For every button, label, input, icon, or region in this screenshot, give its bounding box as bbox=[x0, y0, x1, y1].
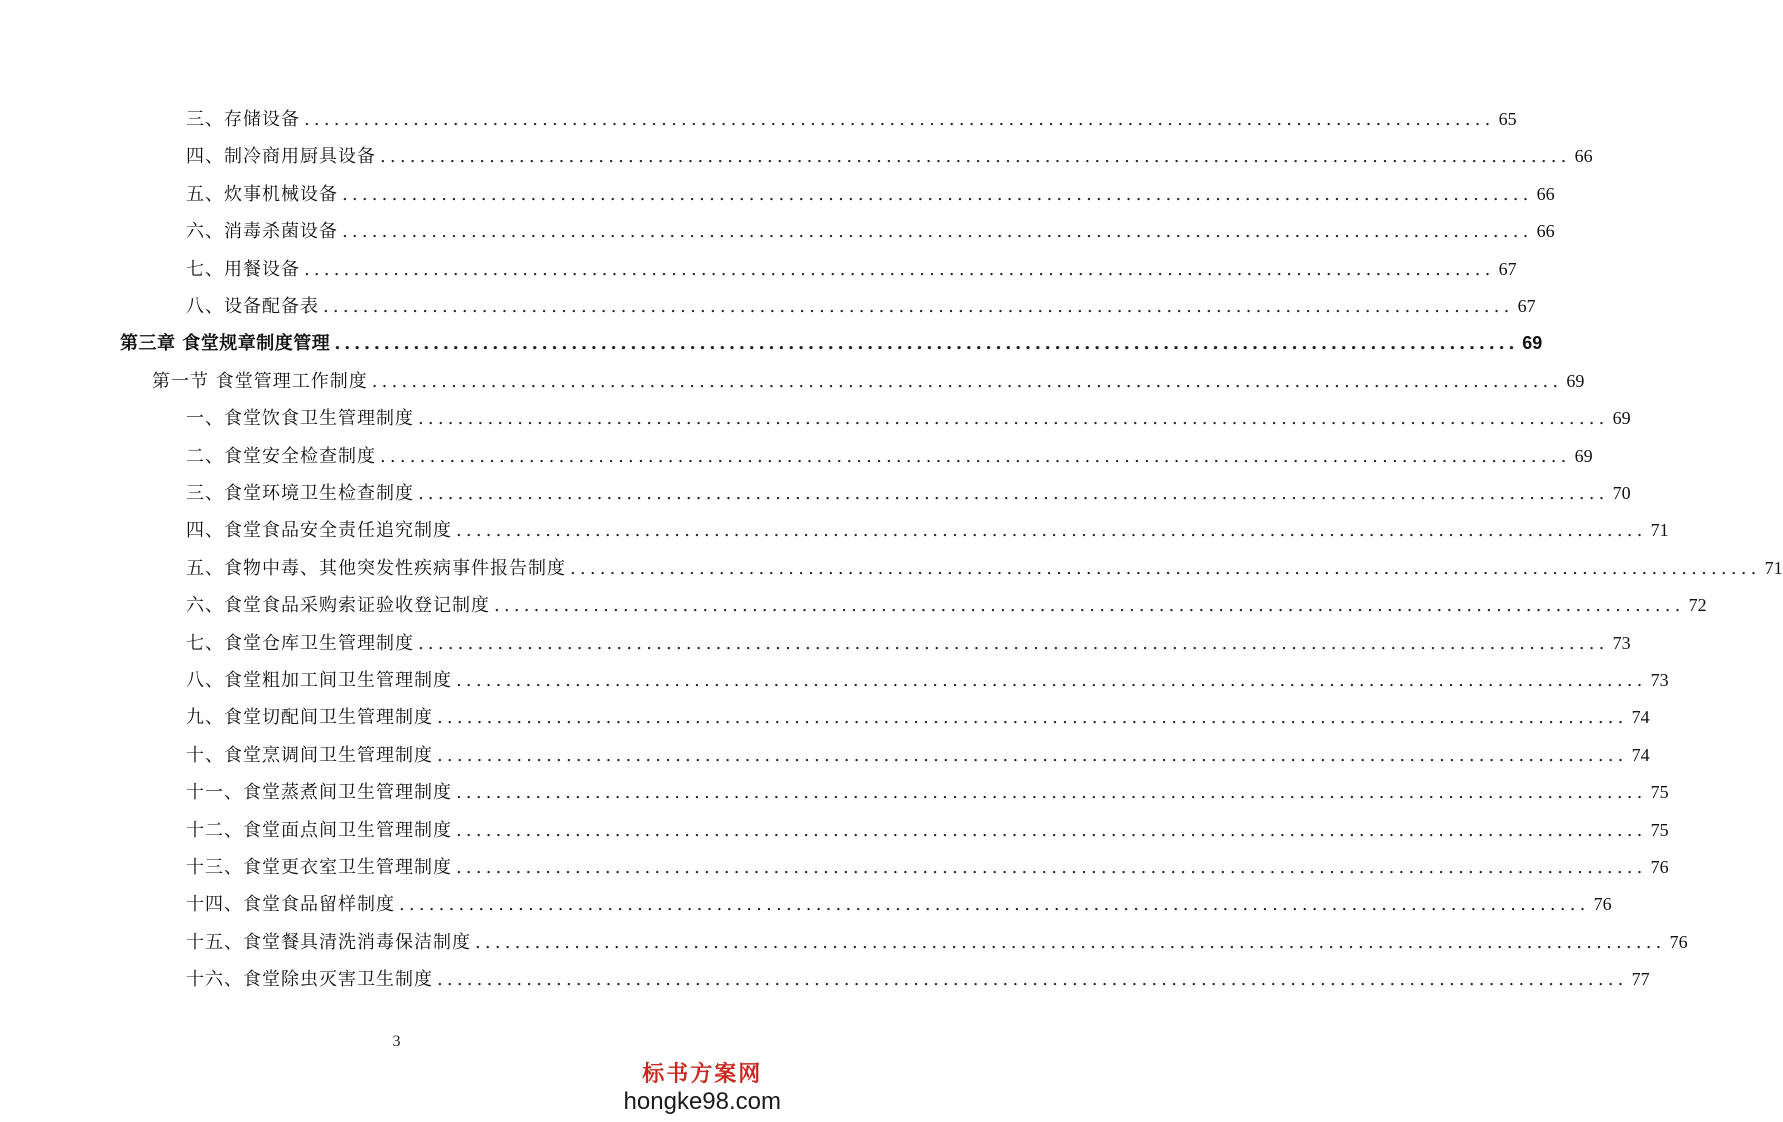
toc-leader-dots: ........................................................................................................................ bbox=[399, 894, 1590, 915]
toc-entry[interactable] bbox=[186, 929, 1688, 955]
toc-leader-dots: ........................................................................................................................ bbox=[334, 333, 1519, 354]
toc-entry-label: 五、炊事机械设备 bbox=[186, 184, 338, 205]
toc-leader-dots: ........................................................................................................................ bbox=[456, 857, 1647, 878]
toc-entry-page: 66 bbox=[1536, 184, 1555, 204]
toc-entry-label: 一、食堂饮食卫生管理制度 bbox=[186, 408, 414, 429]
toc-entry-label: 七、食堂仓库卫生管理制度 bbox=[186, 633, 414, 654]
toc-entry-page: 75 bbox=[1650, 782, 1669, 802]
toc-entry[interactable] bbox=[186, 218, 1555, 244]
toc-leader-dots: ........................................................................................................................ bbox=[380, 446, 1571, 467]
toc-entry-label: 十四、食堂食品留样制度 bbox=[186, 894, 395, 915]
toc-entry-label: 十、食堂烹调间卫生管理制度 bbox=[186, 745, 433, 766]
toc-entry-label: 十二、食堂面点间卫生管理制度 bbox=[186, 820, 452, 841]
toc-entry-label: 六、食堂食品采购索证验收登记制度 bbox=[186, 595, 490, 616]
toc-section-entry[interactable] bbox=[152, 368, 1585, 394]
toc-entry[interactable] bbox=[186, 704, 1650, 730]
toc-leader-dots: ........................................................................................................................ bbox=[342, 221, 1533, 242]
toc-entry-page: 67 bbox=[1498, 259, 1517, 279]
toc-entry[interactable] bbox=[186, 555, 1783, 581]
toc-entry-label: 九、食堂切配间卫生管理制度 bbox=[186, 707, 433, 728]
toc-entry[interactable] bbox=[186, 181, 1555, 207]
toc-leader-dots: ........................................................................................................................ bbox=[323, 296, 1514, 317]
toc-entry-label: 十一、食堂蒸煮间卫生管理制度 bbox=[186, 782, 452, 803]
toc-entry[interactable] bbox=[186, 443, 1593, 469]
toc-entry[interactable] bbox=[186, 966, 1650, 992]
toc-entry-label: 三、食堂环境卫生检查制度 bbox=[186, 483, 414, 504]
site-watermark bbox=[624, 1057, 781, 1116]
toc-entry-page: 69 bbox=[1566, 371, 1585, 391]
toc-entry-label: 六、消毒杀菌设备 bbox=[186, 221, 338, 242]
toc-leader-dots: ........................................................................................................................ bbox=[304, 259, 1495, 280]
toc-leader-dots: ........................................................................................................................ bbox=[418, 633, 1609, 654]
toc-entry-page: 67 bbox=[1517, 296, 1536, 316]
toc-leader-dots: ........................................................................................................................ bbox=[380, 146, 1571, 167]
toc-leader-dots: ........................................................................................................................ bbox=[494, 595, 1685, 616]
toc-leader-dots: ........................................................................................................................ bbox=[456, 520, 1647, 541]
toc-entry-label: 四、食堂食品安全责任追究制度 bbox=[186, 520, 452, 541]
toc-leader-dots: ........................................................................................................................ bbox=[475, 932, 1666, 953]
toc-entry[interactable] bbox=[186, 592, 1707, 618]
toc-entry-page: 74 bbox=[1631, 707, 1650, 727]
toc-leader-dots: ........................................................................................................................ bbox=[437, 707, 1628, 728]
toc-entry[interactable] bbox=[186, 630, 1631, 656]
toc-entry-page: 71 bbox=[1764, 558, 1783, 578]
toc-leader-dots: ........................................................................................................................ bbox=[304, 109, 1495, 130]
toc-entry-page: 65 bbox=[1498, 109, 1517, 129]
toc-entry-page: 69 bbox=[1574, 446, 1593, 466]
toc-entry-page: 73 bbox=[1650, 670, 1669, 690]
toc-leader-dots: ........................................................................................................................ bbox=[570, 558, 1761, 579]
toc-entry-label: 十五、食堂餐具清洗消毒保洁制度 bbox=[186, 932, 471, 953]
watermark-title: 标书方案网 bbox=[642, 1062, 763, 1087]
toc-entry[interactable] bbox=[186, 293, 1536, 319]
toc-entry-label: 五、食物中毒、其他突发性疾病事件报告制度 bbox=[186, 558, 566, 579]
toc-entry-label: 第一节 食堂管理工作制度 bbox=[152, 371, 368, 392]
toc-entry-page: 74 bbox=[1631, 745, 1650, 765]
toc-leader-dots: ........................................................................................................................ bbox=[456, 782, 1647, 803]
toc-entry[interactable] bbox=[186, 667, 1669, 693]
toc-entry-page: 69 bbox=[1522, 333, 1543, 353]
toc-entry[interactable] bbox=[186, 742, 1650, 768]
toc-entry-page: 76 bbox=[1593, 894, 1612, 914]
toc-entry-page: 71 bbox=[1650, 520, 1669, 540]
toc-leader-dots: ........................................................................................................................ bbox=[456, 670, 1647, 691]
toc-entry[interactable] bbox=[186, 256, 1517, 282]
toc-leader-dots: ........................................................................................................................ bbox=[371, 371, 1563, 392]
toc-entry[interactable] bbox=[186, 480, 1631, 506]
toc-entry-label: 十六、食堂除虫灭害卫生制度 bbox=[186, 969, 433, 990]
watermark-url: hongke98.com bbox=[623, 1088, 781, 1115]
toc-entry[interactable] bbox=[186, 817, 1669, 843]
toc-entry-page: 66 bbox=[1536, 221, 1555, 241]
page-number: 3 bbox=[392, 1033, 401, 1050]
toc-entry[interactable] bbox=[186, 405, 1631, 431]
toc-entry-page: 70 bbox=[1612, 483, 1631, 503]
toc-entry-label: 十三、食堂更衣室卫生管理制度 bbox=[186, 857, 452, 878]
toc-entry-label: 三、存储设备 bbox=[186, 109, 300, 130]
toc-leader-dots: ........................................................................................................................ bbox=[418, 483, 1609, 504]
toc-entry[interactable] bbox=[186, 106, 1517, 132]
toc-entry-label: 四、制冷商用厨具设备 bbox=[186, 146, 376, 167]
toc-entry-label: 第三章 食堂规章制度管理 bbox=[120, 333, 331, 354]
toc-leader-dots: ........................................................................................................................ bbox=[456, 820, 1647, 841]
toc-entry[interactable] bbox=[186, 143, 1593, 169]
toc-entry-page: 73 bbox=[1612, 633, 1631, 653]
toc-entry[interactable] bbox=[186, 517, 1669, 543]
toc-leader-dots: ........................................................................................................................ bbox=[342, 184, 1533, 205]
toc-leader-dots: ........................................................................................................................ bbox=[437, 969, 1628, 990]
toc-leader-dots: ........................................................................................................................ bbox=[437, 745, 1628, 766]
toc-entry[interactable] bbox=[186, 779, 1669, 805]
toc-leader-dots: ........................................................................................................................ bbox=[418, 408, 1609, 429]
toc-entry-page: 76 bbox=[1650, 857, 1669, 877]
toc-entry-page: 75 bbox=[1650, 820, 1669, 840]
toc-entry-label: 八、食堂粗加工间卫生管理制度 bbox=[186, 670, 452, 691]
toc-entry-page: 72 bbox=[1688, 595, 1707, 615]
toc-entry-page: 69 bbox=[1612, 408, 1631, 428]
toc-entry-page: 66 bbox=[1574, 146, 1593, 166]
toc-entry-label: 七、用餐设备 bbox=[186, 259, 300, 280]
toc-entry[interactable] bbox=[186, 891, 1612, 917]
toc-chapter-entry[interactable] bbox=[120, 330, 1543, 356]
toc-entry-label: 八、设备配备表 bbox=[186, 296, 319, 317]
toc-entry[interactable] bbox=[186, 854, 1669, 880]
toc-entry-page: 77 bbox=[1631, 969, 1650, 989]
toc-entry-label: 二、食堂安全检查制度 bbox=[186, 446, 376, 467]
toc-entry-page: 76 bbox=[1669, 932, 1688, 952]
